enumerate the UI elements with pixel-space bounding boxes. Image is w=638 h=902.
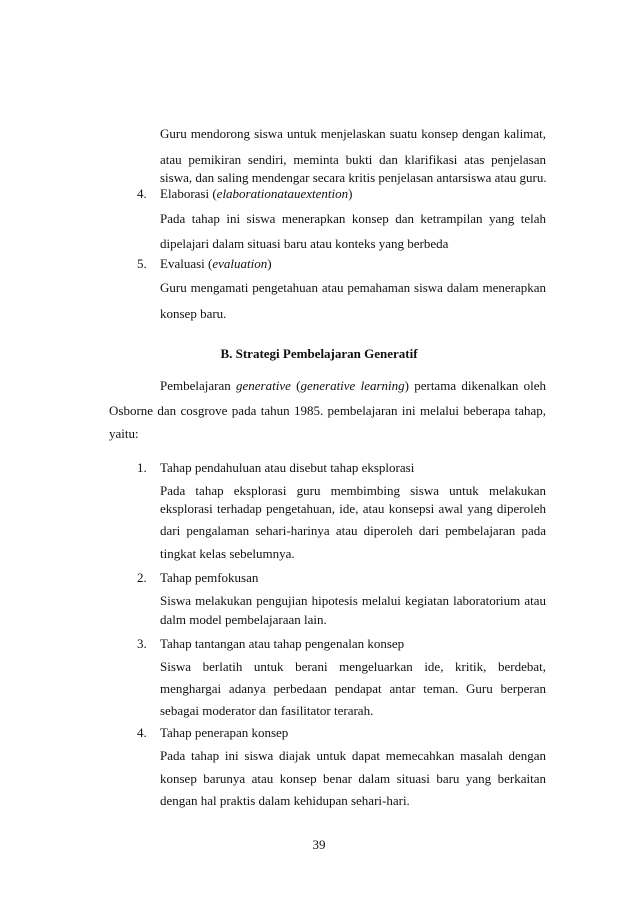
body-line: sebagai moderator dan fasilitator terarah.: [160, 703, 374, 718]
item-label-close: ): [348, 186, 353, 201]
step-title: Tahap penerapan konsep: [160, 725, 289, 740]
intro-italic: generative learning: [300, 378, 405, 393]
list-item-title: [160, 186, 352, 202]
item-label-italic: elaborationatauextention: [216, 186, 349, 201]
intro-text: ) pertama dikenalkan oleh: [404, 378, 546, 393]
item-label-italic: evaluation: [212, 256, 268, 271]
intro-text: (: [290, 378, 301, 393]
body-line: Guru mendorong siswa untuk menjelaskan suatu konsep dengan kalimat,: [160, 126, 546, 141]
list-number: 5.: [137, 256, 147, 271]
body-line: dari pengalaman sehari-harinya atau diperoleh dari pembelajaran pada: [160, 523, 546, 538]
body-line: konsep baru.: [160, 306, 227, 321]
body-line: eksplorasi terhadap pengetahuan, ide, atau konsepsi awal yang diperoleh: [160, 501, 546, 516]
item-label-close: ): [267, 256, 272, 271]
body-line: menghargai adanya perbedaan pendapat antar teman. Guru berperan: [160, 681, 546, 696]
intro-line-2: Osborne dan cosgrove pada tahun 1985. pembelajaran ini melalui beberapa tahap,: [109, 403, 546, 418]
page-number: 39: [312, 837, 326, 852]
body-line: atau pemikiran sendiri, meminta bukti dan klarifikasi atas penjelasan: [160, 152, 546, 167]
item-label: Evaluasi (: [160, 256, 213, 271]
list-item-title: [160, 256, 272, 272]
body-line: Siswa berlatih untuk berani mengeluarkan ide, kritik, berdebat,: [160, 659, 546, 674]
body-line: dengan hal praktis dalam kehidupan sehari-hari.: [160, 793, 410, 808]
body-line: dalm model pembelajaraan lain.: [160, 612, 327, 627]
body-line: tingkat kelas sebelumnya.: [160, 546, 295, 561]
section-heading: B. Strategi Pembelajaran Generatif: [220, 346, 418, 361]
step-title: Tahap pendahuluan atau disebut tahap eksplorasi: [160, 460, 415, 475]
body-line: Pada tahap ini siswa menerapkan konsep dan ketrampilan yang telah: [160, 211, 546, 226]
intro-text: Pembelajaran: [160, 378, 236, 393]
list-number: 4.: [137, 186, 147, 201]
step-title: Tahap tantangan atau tahap pengenalan konsep: [160, 636, 405, 651]
intro-line-3: yaitu:: [109, 426, 139, 441]
list-number: 1.: [137, 460, 147, 475]
step-title: Tahap pemfokusan: [160, 570, 259, 585]
body-line: Guru mengamati pengetahuan atau pemahaman siswa dalam menerapkan: [160, 280, 546, 295]
intro-line-1: [160, 378, 546, 394]
body-line: konsep barunya atau konsep benar dalam situasi baru yang berkaitan: [160, 771, 546, 786]
body-line: dipelajari dalam situasi baru atau konteks yang berbeda: [160, 236, 449, 251]
list-number: 4.: [137, 725, 147, 740]
body-line: siswa, dan saling mendengar secara kritis penjelasan antarsiswa atau guru.: [160, 170, 547, 185]
item-label: Elaborasi (: [160, 186, 217, 201]
intro-italic: generative: [236, 378, 291, 393]
body-line: Pada tahap ini siswa diajak untuk dapat memecahkan masalah dengan: [160, 748, 546, 763]
body-line: Siswa melakukan pengujian hipotesis melalui kegiatan laboratorium atau: [160, 593, 546, 608]
list-number: 2.: [137, 570, 147, 585]
list-number: 3.: [137, 636, 147, 651]
body-line: Pada tahap eksplorasi guru membimbing siswa untuk melakukan: [160, 483, 546, 498]
